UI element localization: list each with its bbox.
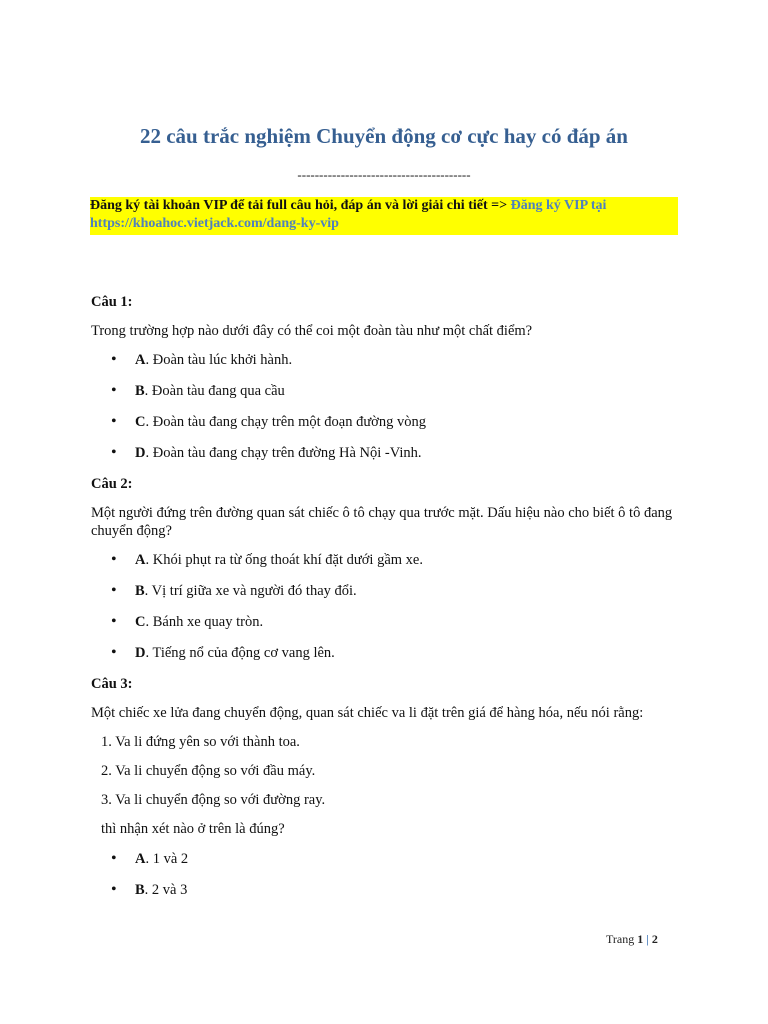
option-b <box>91 381 681 412</box>
page-label: Trang <box>606 932 635 946</box>
bullet-icon: • <box>111 382 117 399</box>
option-letter: C <box>135 414 146 430</box>
question-label: Câu 3: <box>91 676 133 692</box>
bullet-icon: • <box>111 644 117 661</box>
option-letter: A <box>135 851 146 867</box>
option-letter: A <box>135 352 146 368</box>
document-title: 22 câu trắc nghiệm Chuyển động cơ cực hay có đáp án <box>139 124 628 148</box>
title-divider: ---------------------------------------- <box>297 167 471 182</box>
question-text: Một chiếc xe lửa đang chuyển động, quan sát chiếc va li đặt trên giá để hàng hóa, nếu nói rằng: <box>91 705 644 721</box>
option-c <box>91 612 681 643</box>
option-letter: A <box>135 552 146 568</box>
option-b <box>91 581 681 612</box>
option-a <box>91 350 681 381</box>
vip-promo-banner <box>90 197 678 235</box>
bullet-icon: • <box>111 881 117 898</box>
page-total: 2 <box>651 932 658 946</box>
option-a <box>91 550 681 581</box>
statement-3: 3. Va li chuyển động so với đường ray. <box>101 792 326 808</box>
question-list <box>91 292 681 911</box>
bullet-icon: • <box>111 413 117 430</box>
bullet-icon: • <box>111 444 117 461</box>
option-c <box>91 412 681 443</box>
option-letter: D <box>135 645 146 661</box>
option-b <box>91 880 681 911</box>
page-separator: | <box>646 932 649 946</box>
option-d <box>91 643 681 674</box>
option-text: . Đoàn tàu đang qua cầu <box>144 383 285 399</box>
option-text: . 2 và 3 <box>144 882 188 898</box>
option-letter: B <box>135 882 145 898</box>
promo-link-label[interactable]: Đăng ký VIP tại <box>510 198 607 213</box>
promo-link-url[interactable]: https://khoahoc.vietjack.com/dang-ky-vip <box>90 216 339 231</box>
bullet-icon: • <box>111 582 117 599</box>
option-text: . Đoàn tàu đang chạy trên đường Hà Nội -Vinh. <box>145 445 422 461</box>
question-3 <box>91 674 681 911</box>
question-1 <box>91 292 681 474</box>
question-label: Câu 2: <box>91 476 133 492</box>
question-text: Một người đứng trên đường quan sát chiếc ô tô chạy qua trước mặt. Dấu hiệu nào cho biết ô tô đang chuyển động? <box>91 505 673 539</box>
option-text: . Bánh xe quay tròn. <box>145 614 264 630</box>
statement-1: 1. Va li đứng yên so với thành toa. <box>101 734 300 750</box>
bullet-icon: • <box>111 613 117 630</box>
question-text: Trong trường hợp nào dưới đây có thể coi một đoàn tàu như một chất điểm? <box>91 323 533 339</box>
bullet-icon: • <box>111 850 117 867</box>
option-text: . Đoàn tàu lúc khởi hành. <box>145 352 293 368</box>
option-text: . Khói phụt ra từ ống thoát khí đặt dưới gầm xe. <box>145 552 423 568</box>
statement-2: 2. Va li chuyển động so với đầu máy. <box>101 763 316 779</box>
option-letter: C <box>135 614 146 630</box>
option-text: . Tiếng nổ của động cơ vang lên. <box>145 645 335 661</box>
page-current: 1 <box>637 932 644 946</box>
question-2 <box>91 474 681 674</box>
option-letter: B <box>135 383 145 399</box>
option-text: . 1 và 2 <box>145 851 189 867</box>
option-d <box>91 443 681 474</box>
option-letter: D <box>135 445 146 461</box>
promo-text: Đăng ký tài khoản VIP để tải full câu hỏi, đáp án và lời giải chi tiết => <box>90 198 511 213</box>
option-letter: B <box>135 583 145 599</box>
question-label: Câu 1: <box>91 294 133 310</box>
option-text: . Vị trí giữa xe và người đó thay đổi. <box>144 583 357 599</box>
option-a <box>91 849 681 880</box>
bullet-icon: • <box>111 351 117 368</box>
option-text: . Đoàn tàu đang chạy trên một đoạn đường vòng <box>145 414 426 430</box>
question-conclusion: thì nhận xét nào ở trên là đúng? <box>101 821 285 837</box>
page-number <box>606 932 658 947</box>
bullet-icon: • <box>111 551 117 568</box>
